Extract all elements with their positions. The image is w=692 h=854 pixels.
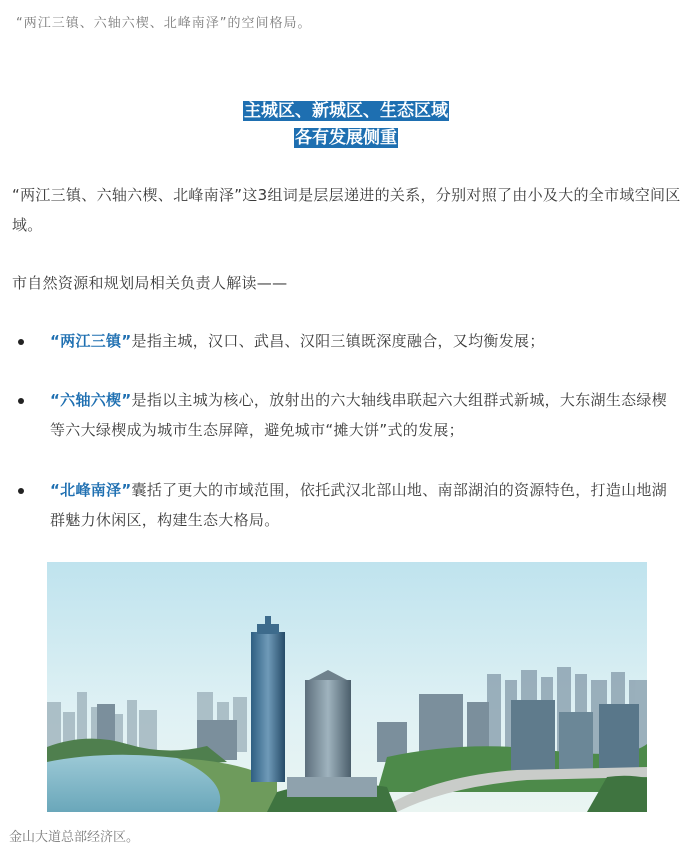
section-heading-line-2 [0,126,692,150]
bullet-dot-icon [18,398,24,404]
bullet-text [50,475,682,535]
photo-caption: 金山大道总部经济区。 [9,830,140,845]
bullet-term: “北峰南泽” [50,481,132,499]
bullet-dot-icon [18,488,24,494]
bullet-term: “六轴六楔” [50,391,132,409]
heading-highlight-1: 主城区、新城区、生态区域 [244,101,448,121]
bullet-dot-icon [18,339,24,345]
city-skyline-photo [47,562,647,812]
heading-highlight-2: 各有发展侧重 [295,128,397,148]
bullet-term: “两江三镇” [50,332,132,350]
city-skyline-illustration [47,562,647,812]
bullet-text [50,385,682,445]
bullet-description: 囊括了更大的市域范围，依托武汉北部山地、南部湖泊的资源特色，打造山地湖群魅力休闲区，构建生态大格局。 [50,481,668,529]
intro-paragraph: “两江三镇、六轴六楔、北峰南泽”这3组词是层层递进的关系，分别对照了由小及大的全市域空间区域。 [12,186,681,234]
bullet-text [50,326,682,356]
section-heading-line-1 [0,99,692,123]
reader-line: 市自然资源和规划局相关负责人解读—— [12,274,288,292]
top-caption: “两江三镇、六轴六楔、北峰南泽”的空间格局。 [16,16,312,31]
bullet-description: 是指主城，汉口、武昌、汉阳三镇既深度融合，又均衡发展； [131,332,545,350]
bullet-description: 是指以主城为核心，放射出的六大轴线串联起六大组群式新城，大东湖生态绿楔等六大绿楔成为城市生态屏障，避免城市“摊大饼”式的发展； [50,391,668,439]
